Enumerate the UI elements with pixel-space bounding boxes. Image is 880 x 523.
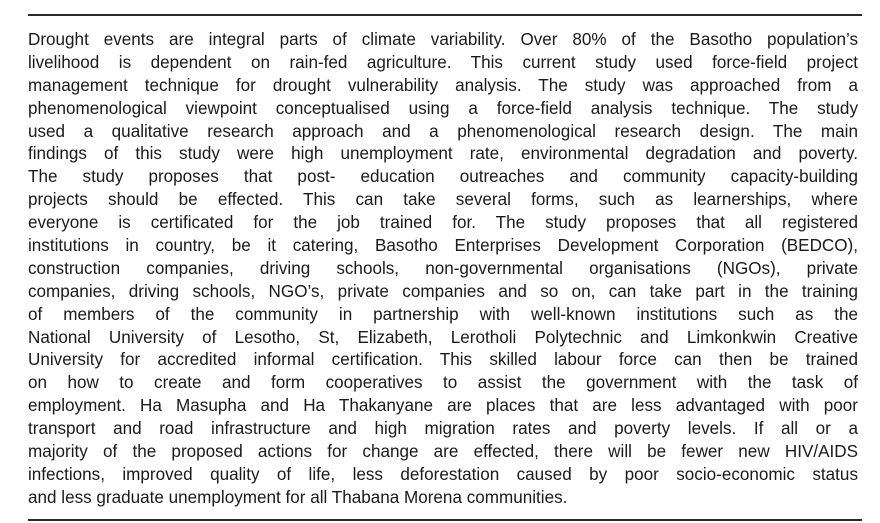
abstract-line: institutions in country, be it catering, Basotho Enterprises Development Corporation (BEDCO), [28,236,858,256]
abstract-line: employment. Ha Masupha and Ha Thakanyane are places that are less advantaged with poor [28,396,858,416]
bottom-rule [28,519,862,521]
abstract-line: findings of this study were high unemployment rate, environmental degradation and poverty. [28,144,858,164]
abstract-line: phenomenological viewpoint conceptualised using a force-field analysis technique. The study [28,98,858,118]
abstract-line: companies, driving schools, NGO’s, private companies and so on, can take part in the training [28,281,858,301]
abstract-line: everyone is certificated for the job trained for. The study proposes that all registered [28,213,858,233]
abstract-line: The study proposes that post- education outreaches and community capacity-building [28,167,858,187]
abstract-line: livelihood is dependent on rain-fed agriculture. This current study used force-field project [28,52,858,72]
abstract-line: construction companies, driving schools, non-governmental organisations (NGOs), private [28,258,858,278]
abstract-line: National University of Lesotho, St, Elizabeth, Lerotholi Polytechnic and Limkonkwin Creative [28,327,858,347]
abstract-line: infections, improved quality of life, less deforestation caused by poor socio-economic status [28,464,858,484]
abstract-line: majority of the proposed actions for change are effected, there will be fewer new HIV/AIDS [28,442,858,462]
abstract-line: transport and road infrastructure and high migration rates and poverty levels. If all or a [28,419,858,439]
abstract-line: used a qualitative research approach and a phenomenological research design. The main [28,121,858,141]
abstract-paragraph [28,29,858,510]
abstract-line: University for accredited informal certification. This skilled labour force can then be trained [28,350,858,370]
abstract-line: and less graduate unemployment for all Thabana Morena communities. [28,487,568,507]
abstract-line: management technique for drought vulnerability analysis. The study was approached from a [28,75,858,95]
abstract-line: Drought events are integral parts of climate variability. Over 80% of the Basotho population’s [28,30,858,49]
abstract-line: on how to create and form cooperatives to assist the government with the task of [28,373,858,393]
abstract-line: of members of the community in partnership with well-known institutions such as the [28,304,858,324]
abstract-line: projects should be effected. This can take several forms, such as learnerships, where [28,190,858,210]
top-rule [28,14,862,16]
